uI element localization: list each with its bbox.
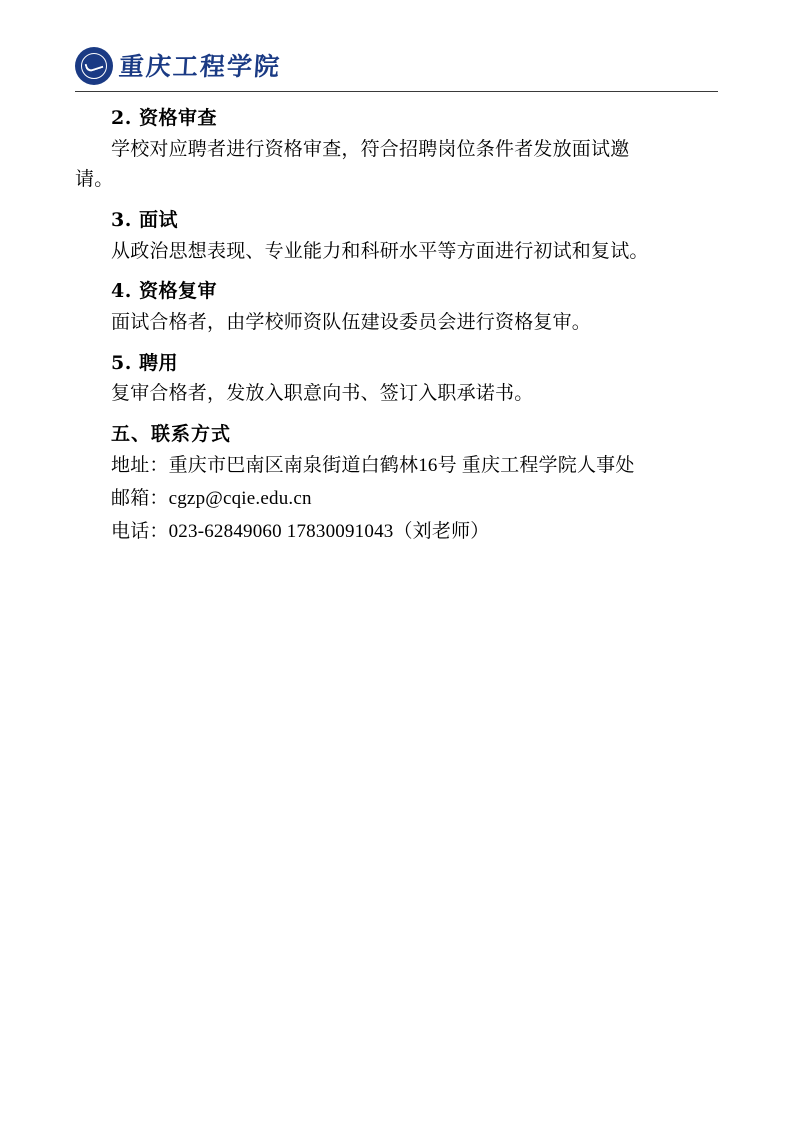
section-heading-4 [75, 277, 723, 306]
section-title-5: 聘用 [138, 351, 178, 374]
document-body [75, 104, 723, 548]
section-body-3 [75, 237, 723, 268]
section-number-5: 5. [111, 351, 132, 374]
section-heading-2 [75, 104, 723, 133]
university-logo [75, 44, 718, 88]
section-body-2 [75, 135, 723, 197]
contact-address: 地址：重庆市巴南区南泉街道白鹤林16号 重庆工程学院人事处 [111, 455, 635, 477]
university-emblem-icon [75, 47, 113, 85]
section-heading-5 [75, 349, 723, 378]
header-divider [75, 91, 718, 92]
section-title-2: 资格审查 [138, 107, 217, 129]
section-body-2-line2: 请。 [75, 169, 114, 191]
section-body-4-line1: 面试合格者，由学校师资队伍建设委员会进行资格复审。 [111, 311, 592, 333]
contact-section-heading: 五、联系方式 [111, 422, 232, 445]
section-title-4: 资格复审 [138, 280, 217, 303]
section-body-4 [75, 308, 723, 339]
section-title-3: 面试 [138, 209, 178, 232]
section-heading-3 [75, 206, 723, 235]
page-header [75, 44, 718, 92]
section-number-3: 3. [111, 209, 132, 232]
contact-phone: 电话：023-62849060 17830091043（刘老师） [111, 520, 490, 542]
section-body-5 [75, 379, 723, 410]
section-body-5-line1: 复审合格者，发放入职意向书、签订入职承诺书。 [111, 383, 534, 405]
university-name: 重庆工程学院 [117, 51, 283, 81]
section-body-2-line1: 学校对应聘者进行资格审查，符合招聘岗位条件者发放面试邀 [111, 138, 630, 160]
section-number-4: 4. [111, 280, 132, 303]
section-number-2: 2. [111, 107, 132, 129]
contact-email: 邮箱：cgzp@cqie.edu.cn [111, 488, 312, 509]
section-body-3-line1: 从政治思想表现、专业能力和科研水平等方面进行初试和复试。 [111, 240, 649, 262]
